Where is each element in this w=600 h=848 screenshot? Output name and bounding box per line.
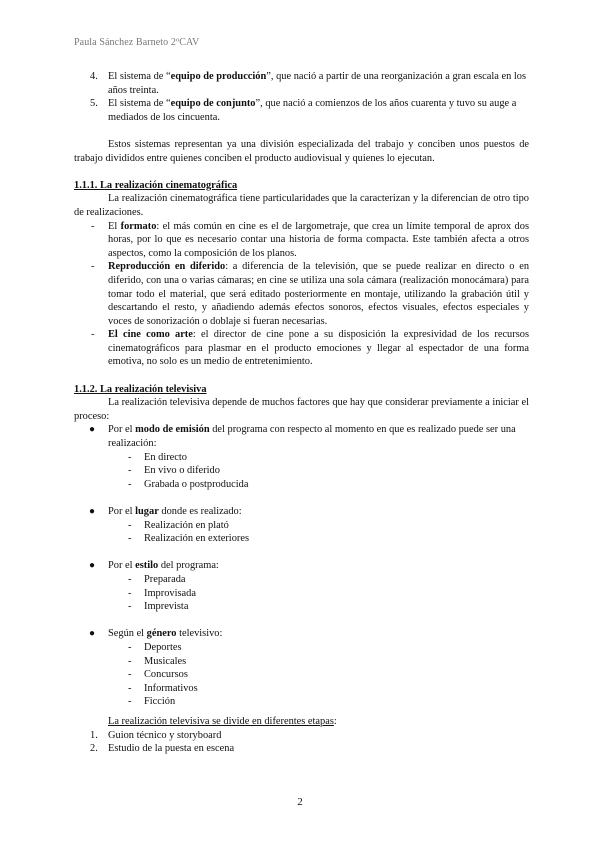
- document-body: [74, 70, 529, 756]
- bullet-icon: ●: [89, 560, 96, 572]
- dash-marker: -: [91, 220, 95, 232]
- bullet-item: ● Por el estilo del programa:: [89, 560, 219, 572]
- sub-list-item: - Improvisada: [128, 587, 196, 599]
- dash-marker: -: [128, 682, 132, 694]
- dash-marker: -: [128, 669, 132, 681]
- sub-list-item: - Informativos: [128, 682, 198, 694]
- list-item: - Reproducción en diferido: a diferencia de la televisión, que se puede realizar en directo o en diferido, con una o varias cámaras; en cine se utiliza una sola cámara (realización monocámara) para tomar todo el material, que será editado posteriormente en montaje, utilizando la grabación útil y descartando el resto, y añadiendo además efectos sonoros, efectos visuales, efectos especiales y voces de sonorización o doblaje si fueran necesarias.: [91, 261, 530, 327]
- bullet-item: ● Por el modo de emisión del programa con respecto al momento en que es realizado puede ser una realización:: [89, 424, 516, 450]
- bold-term: equipo de conjunto: [170, 98, 256, 110]
- dash-marker: -: [128, 641, 132, 653]
- stages-heading: La realización televisiva se divide en diferentes etapas:: [108, 715, 337, 727]
- bullet-item: ● Por el lugar donde es realizado:: [89, 506, 242, 517]
- dash-marker: -: [128, 573, 132, 585]
- bold-term: género: [146, 628, 177, 640]
- sub-list-item: - Deportes: [128, 641, 182, 653]
- sub-list-item: - Realización en plató: [128, 519, 229, 531]
- page-header: Paula Sánchez Barneto 2ºCAV: [74, 37, 200, 48]
- sub-list-item: - Realización en exteriores: [128, 533, 250, 545]
- sub-list-item: - Concursos: [128, 669, 188, 681]
- dash-marker: -: [91, 261, 95, 273]
- section-intro: La realización cinematográfica tiene particularidades que la caracterizan y la diferencian de otro tipo de realizaciones.: [74, 193, 529, 218]
- bullet-icon: ●: [89, 506, 96, 517]
- bullet-icon: ●: [89, 424, 96, 436]
- dash-marker: -: [128, 601, 132, 613]
- bold-term: El cine como arte: [108, 329, 193, 341]
- bold-term: estilo: [135, 560, 159, 572]
- sub-list-item: - Preparada: [128, 573, 186, 585]
- bold-term: formato: [120, 220, 157, 232]
- list-item: 5. El sistema de “equipo de conjunto”, que nació a comienzos de los años cuarenta y tuvo su auge a mediados de los cincuenta.: [90, 98, 517, 123]
- sub-list-item: - En directo: [128, 451, 187, 463]
- sub-list-item: - Ficción: [128, 696, 176, 708]
- section-heading: 1.1.2. La realización televisiva: [74, 383, 207, 395]
- dash-marker: -: [91, 329, 95, 341]
- dash-marker: -: [128, 587, 132, 599]
- sub-list-item: - Imprevista: [128, 601, 189, 613]
- bold-term: equipo de producción: [170, 71, 267, 82]
- list-number: 5.: [90, 98, 98, 110]
- bold-term: lugar: [135, 506, 159, 517]
- sub-list-item: - Grabada o postproducida: [128, 478, 249, 490]
- list-item: 2. Estudio de la puesta en escena: [90, 743, 235, 755]
- section-heading: 1.1.1. La realización cinematográfica: [74, 179, 238, 191]
- list-item: - El cine como arte: el director de cine pone a su disposición la expresividad de los recursos cinematográficos para plasmar en el producto emociones y llegar al espectador de una forma emotiva, no solo es un medio de entretenimiento.: [91, 329, 529, 368]
- sub-list-item: - En vivo o diferido: [128, 465, 220, 477]
- list-number: 1.: [90, 729, 98, 741]
- systems-paragraph: Estos sistemas representan ya una división especializada del trabajo y conciben unos puestos de trabajo divididos entre quienes conciben el producto audiovisual y quienes lo ejecutan.: [74, 138, 529, 164]
- list-item: 4. El sistema de “equipo de producción”, que nació a partir de una reorganización a gran escala en los años treinta.: [90, 71, 527, 96]
- list-item: 1. Guion técnico y storyboard: [90, 729, 222, 741]
- dash-marker: -: [128, 451, 132, 463]
- sub-list-item: - Musicales: [128, 655, 187, 667]
- list-number: 4.: [90, 71, 98, 82]
- section-intro: La realización televisiva depende de muchos factores que hay que considerar previamente a iniciar el proceso:: [74, 397, 529, 422]
- bold-term: Reproducción en diferido: [108, 261, 226, 273]
- bullet-icon: ●: [89, 628, 96, 640]
- bold-term: modo de emisión: [135, 424, 210, 436]
- dash-marker: -: [128, 533, 132, 545]
- dash-marker: -: [128, 655, 132, 667]
- dash-marker: -: [128, 696, 132, 708]
- dash-marker: -: [128, 519, 132, 531]
- list-number: 2.: [90, 743, 98, 755]
- page-number: 2: [297, 796, 303, 808]
- dash-marker: -: [128, 465, 132, 477]
- list-item: - El formato: el más común en cine es el de largometraje, que crea un límite temporal de aprox dos horas, por lo que es necesario contar una historia de forma compacta. Este también afecta a otros aspectos, como la composición de los planos.: [91, 220, 529, 259]
- dash-marker: -: [128, 478, 132, 490]
- bullet-item: ● Según el género televisivo:: [89, 628, 223, 640]
